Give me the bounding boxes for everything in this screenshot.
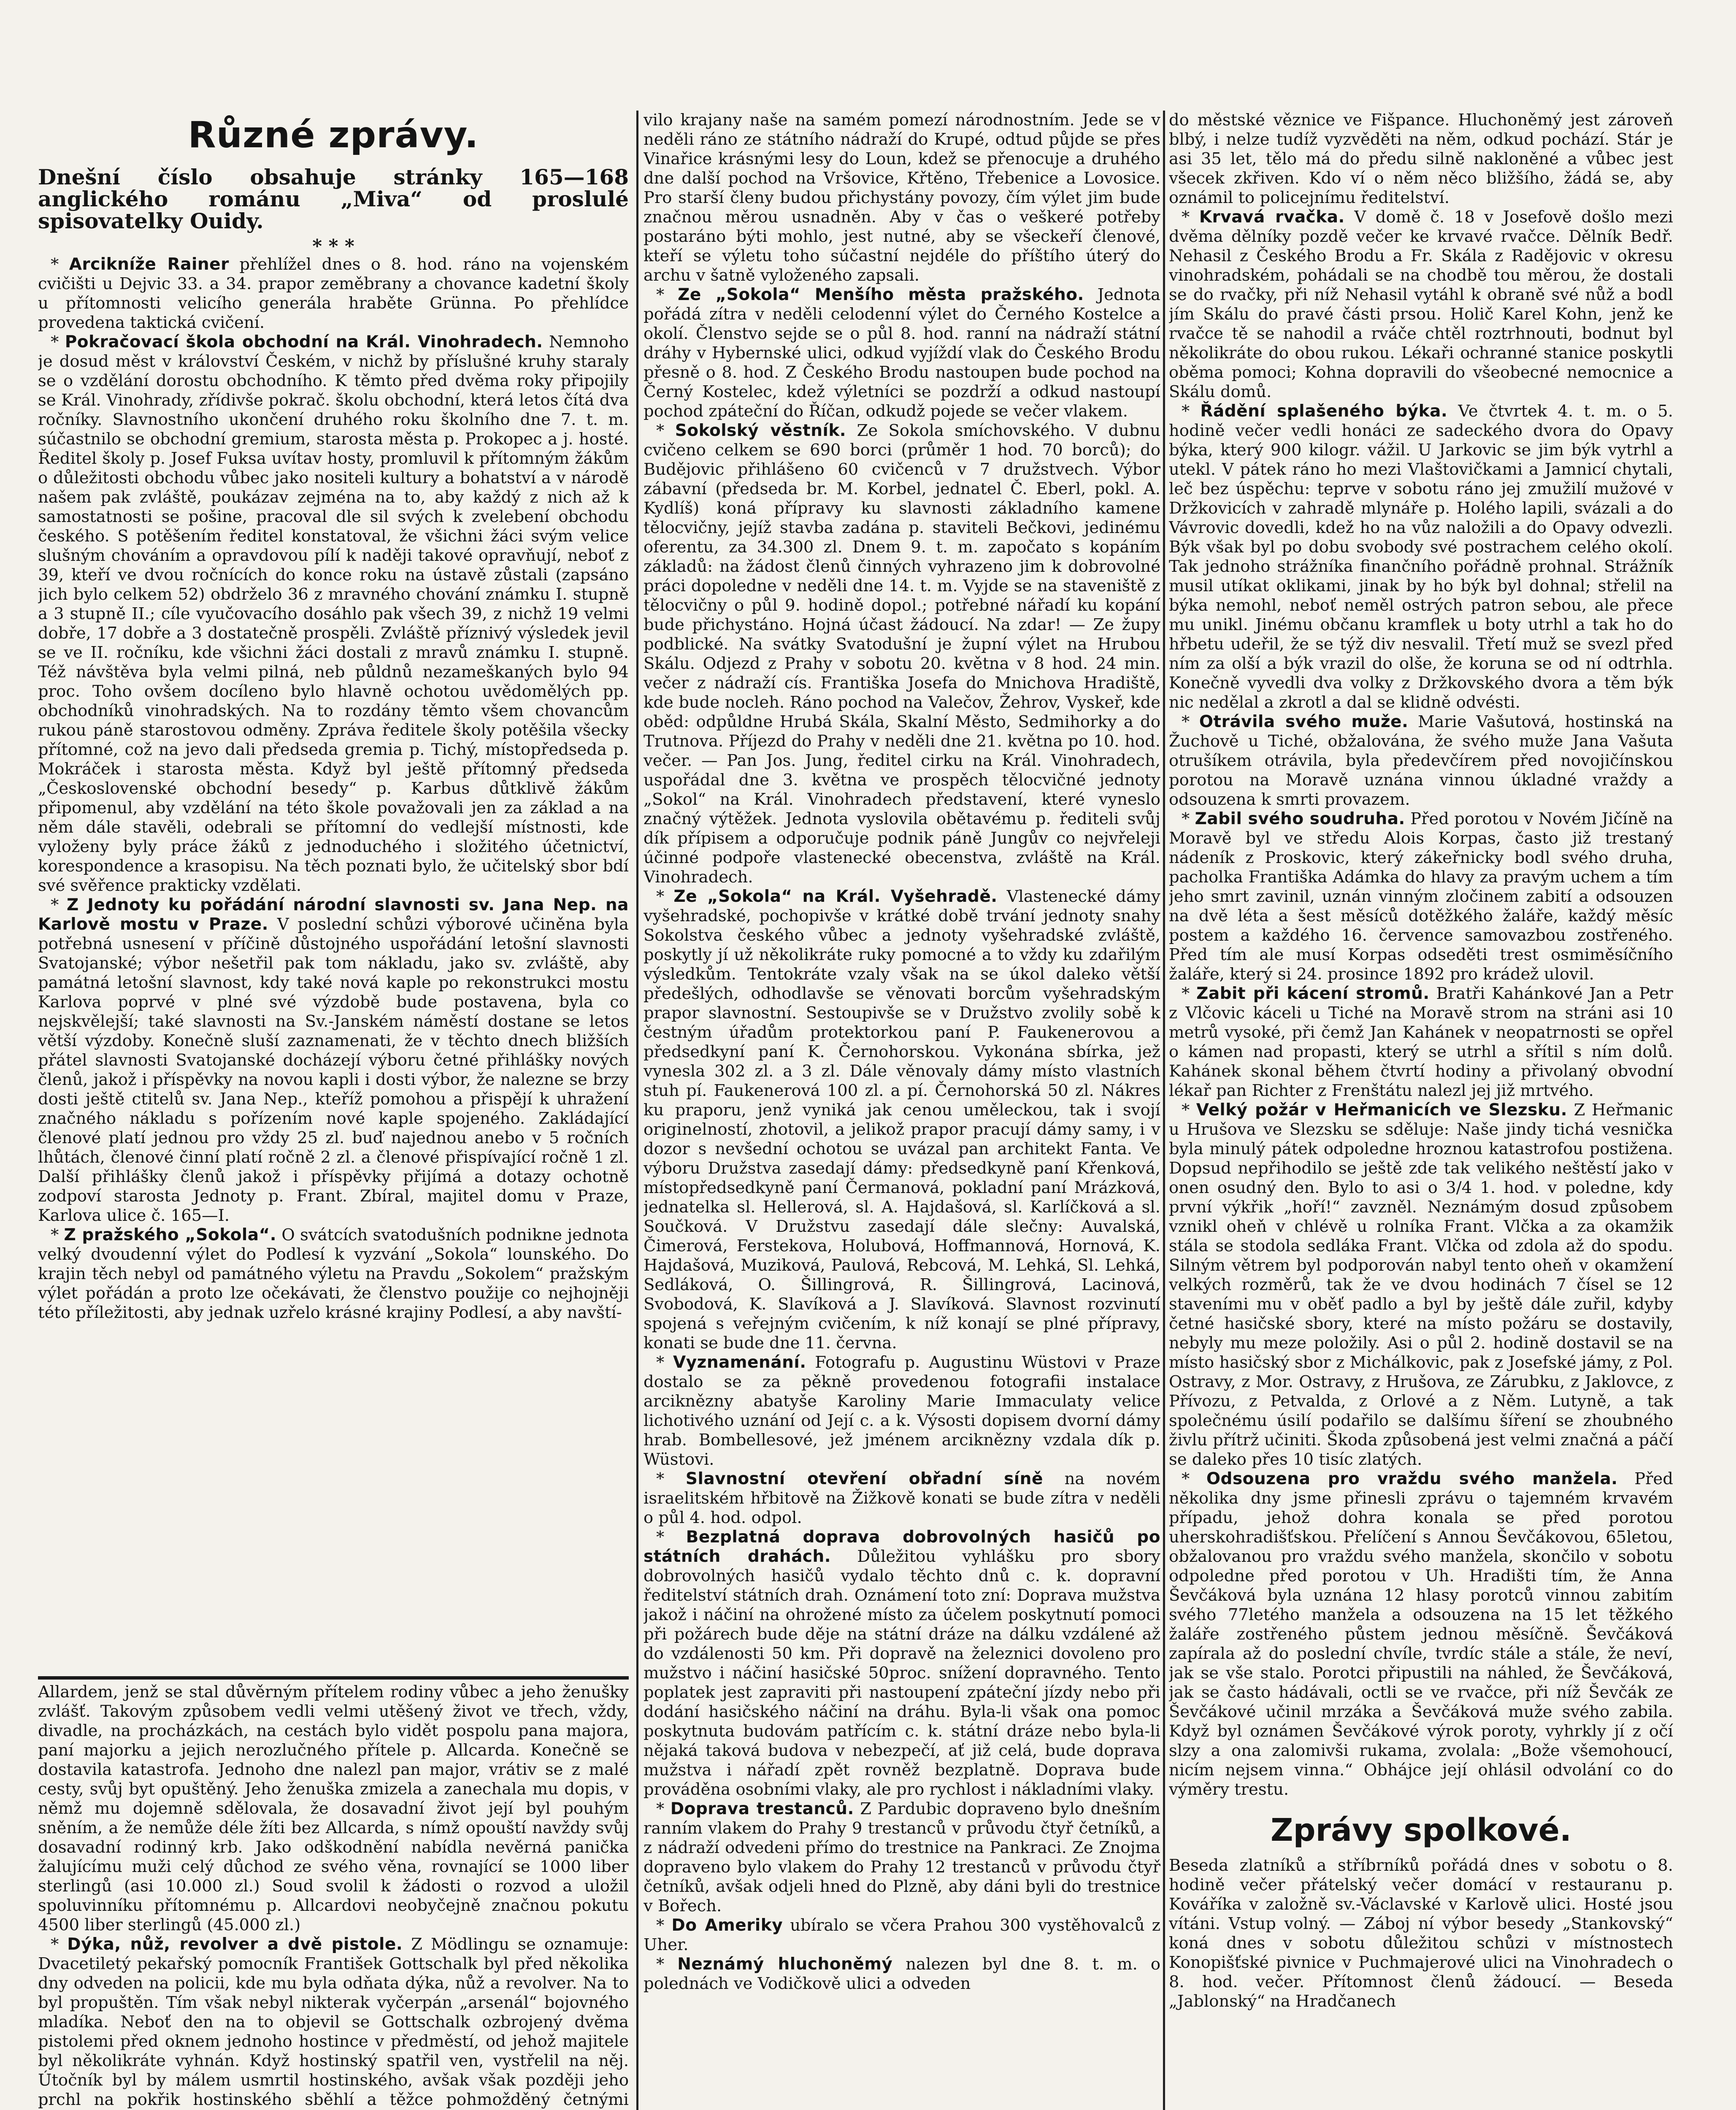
news-item: * Neznámý hluchoněmý nalezen byl dne 8. t. m. o polednách ve Vodičkově ulici a odveden bbox=[644, 1955, 1160, 1993]
news-item: * Ze „Sokola“ Menšího města pražského. Jednota pořádá zítra v neděli celodenní výlet do Černého Kostelce a okolí. Členstvo sejde se o půl 8. hod. ranní na nádraží státní dráhy v Hybernské ulici, odkud vyjíždí vlak do Českého Brodu přesně o 8. hod. Z Českého Brodu nastoupen bude pochod na Černý Kostelec, kdež výletníci se pozdrží a odkud nastoupí pochod zpáteční do Říčan, odkudž pojede se večer vlakem. bbox=[644, 285, 1160, 421]
section-title-associations: Zprávy spolkové. bbox=[1270, 1812, 1572, 1848]
news-item-body: Allardem, jenž se stal důvěrným přítelem rodiny vůbec a jeho ženušky zvlášť. Takovým způsobem vedli velmi utěšený život ve třech, vždy, divadle, na procházkách, na cestách bylo vidět pospolu pana majora, paní majorku a jejich nerozlučného přítele p. Allcarda. Konečně se dostavila katastrofa. Jednoho dne nalezl pan major, vrátiv se z malé cesty, svůj byt opuštěný. Jeho ženuška zmizela a zanechala mu dopis, v němž mu dojemně sdělovala, že dosavadní život její byl pouhým sněním, a že nemůže déle žíti bez Allcarda, s nímž opouští navždy svůj dosavadní rodinný krb. Jako odškodnění nabídla nevěrná panička žalujícímu muži celý důchod ze svého věna, rovnající se 1000 liber sterlingů (asi 10.000 zl.) Soud svolil k žádosti o rozvod a uložil spoluvinníku přítomnému p. Allcardovi neobyčejně značnou pokutu 4500 liber sterlingů (45.000 zl.) bbox=[38, 1683, 629, 1934]
news-list bbox=[1169, 111, 1673, 1799]
association-news-list bbox=[1169, 1856, 1673, 2011]
column-divider bbox=[1163, 111, 1165, 2110]
news-item-title: Vyznamenání. bbox=[673, 1353, 806, 1372]
news-item-title: Z Jednoty ku pořádání národní slavnosti sv. Jana Nep. na Karlově mostu v Praze. bbox=[38, 895, 629, 934]
column-1 bbox=[38, 111, 629, 2110]
news-item-title: Velký požár v Heřmanicích ve Slezsku. bbox=[1196, 1101, 1568, 1120]
news-item: * Ze „Sokola“ na Král. Vyšehradě. Vlastenecké dámy vyšehradské, pochopivše v krátké době trvání jednoty snahy Sokolstva českého vůbec a jednoty vyšehradské zvláště, poskytly jí už několikráte ruky pomocné a to vždy ku zdařilým výsledkům. Tentokráte vzaly však na se úkol daleko větší předešlých, odhodlavše se věnovati borcům vyšehradským prapor slavnostní. Sestoupivše se v Družstvo zvolily sobě k čestným úřadům protektorkou paní P. Faukenerovou a předsedkyní paní K. Černohorskou. Vykonána sbírka, jež vynesla 302 zl. a 3 zl. Dále věnovaly dámy místo vlastních stuh pí. Faukenerová 100 zl. a pí. Černohorská 50 zl. Nákres ku praporu, jenž vyniká jak cenou uměleckou, tak i svojí originelností, zhotovil, a jelikož prapor pracují dámy samy, i v dozor s nevšední ochotou se uvázal pan architekt Fanta. Ve výboru Družstva zasedají dámy: předsedkyně paní Křenková, místopředsedkyně paní Čermanová, pokladní paní Mrázková, jednatelka sl. Hellerová, sl. A. Hajdašová, sl. Karlíčková a sl. Součková. V Družstvu zasedají dále slečny: Auvalská, Čimerová, Ferstekova, Holubová, Hoffmannová, Hornová, K. Hajdašová, Muziková, Paulová, Rebcová, M. Lehká, Sl. Lehká, Sedláková, O. Šillingrová, R. Šillingrová, Lacinová, Svobodová, K. Slavíková a J. Slavíková. Slavnost rozvinutí spojená s veřejným cvičením, k níž konají se plné přípravy, konati se bude dne 11. června. bbox=[644, 887, 1160, 1353]
news-item-title: Pokračovací škola obchodní na Král. Vinohradech. bbox=[65, 333, 543, 352]
news-item-body: Jednota pořádá zítra v neděli celodenní výlet do Černého Kostelce a okolí. Členstvo sejde se o půl 8. hod. ranní na nádraží státní dráhy v Hybernské ulici, odkud vyjíždí vlak do Českého Brodu přesně o 8. hod. Z Českého Brodu nastoupen bude pochod na Černý Kostelec, kdež výletníci se pozdrží a odkud nastoupí pochod zpáteční do Říčan, odkudž pojede se večer vlakem. bbox=[644, 285, 1160, 421]
news-item: * Z Jednoty ku pořádání národní slavnosti sv. Jana Nep. na Karlově mostu v Praze. V poslední schůzi výborové učiněna byla potřebná usnesení v příčině důstojného uspořádání letošní slavnosti Svatojanské; výbor nešetřil pak tom nákladu, jako sv. zvláště, aby památná letošní slavnost, kdy také nová kaple po rekonstrukci mostu Karlova poprvé v plné své výzdobě bude postavena, byla co nejskvělejší; také slavnosti na Sv.-Janském náměstí dostane se letos větší výzdoby. Konečně sluší zaznamenati, že v těchto dnech bližších přátel slavnosti Svatojanské docházejí výboru četné přihlášky nových členů, jakož i příspěvky na novou kapli i dosti výbor, že nalezne se brzy dosti ještě ctitelů sv. Jana Nep., kteříž pomohou a přispějí k uhražení značného nákladu s pořízením nové kaple spojeného. Zakládající členové platí jednou pro vždy 25 zl. buď najednou anebo v 5 ročních lhůtách, členové činní platí ročně 2 zl. a členové přispívající ročně 1 zl. Další přihlášky členů jakož i příspěvky přijímá a dotazy ochotně zodpoví starosta Jednoty p. Frant. Zbíral, majitel domu v Praze, Karlova ulice č. 165—I. bbox=[38, 895, 629, 1225]
column-3 bbox=[1169, 111, 1673, 2110]
news-item-title: Do Ameriky bbox=[671, 1916, 783, 1935]
news-item bbox=[1169, 1856, 1673, 2011]
news-list bbox=[38, 255, 629, 1323]
news-item-title: Bezplatná doprava dobrovolných hasičů po státních drahách. bbox=[644, 1528, 1160, 1566]
news-item-body: Před porotou v Novém Jičíně na Moravě byl ve středu Alois Korpas, často již trestaný nádeník z Proskovic, který zákeřnicky bodl svého druha, pacholka Františka Adámka do hlavy za pravým uchem a tím jeho smrt zavinil, uznán vinným zločinem zabití a odsouzen na dvě léta a šest měsíců dotěžkého žaláře, každý měsíc postem a každého 16. července samovazbou zostřeného. Před tím ale musí Korpas odseděti trest osmiměsíčního žaláře, který si 24. prosince 1892 pro krádež ulovil. bbox=[1169, 809, 1673, 984]
news-item-title: Neznámý hluchoněmý bbox=[677, 1955, 893, 1974]
news-item-body: ubíralo se včera Prahou 300 vystěhovalců z Uher. bbox=[644, 1916, 1160, 1954]
news-item-body: Beseda zlatníků a stříbrníků pořádá dnes v sobotu o 8. hodině večer přátelský večer domácí v restauranu p. Kováříka v založně sv.-Václavské v Karlově ulici. Hosté jsou vítáni. Vstup volný. — Záboj ní výbor besedy „Stankovský“ koná dnes v sobotu důležitou schůzi v místnostech Konopišťské pivnice v Puchmajerové ulici na Vinohradech o 8. hod. večer. Přítomnost členů žádoucí. — Beseda „Jablonský“ na Hradčanech bbox=[1169, 1856, 1673, 2011]
news-item-title: Z pražského „Sokola“. bbox=[64, 1225, 277, 1244]
news-item: * Slavnostní otevření obřadní síně na novém israelitském hřbitově na Žižkově konati se bude zítra v neděli o půl 4. hod. odpol. bbox=[644, 1469, 1160, 1527]
news-item: * Vyznamenání. Fotografu p. Augustinu Wüstovi v Praze dostalo se za pěkně provedenou fotografii instalace arciknězny abatyše Karoliny Marie Immaculaty velice lichotivého uznání od Její c. a k. Výsosti dopisem dvorní dámy hrab. Bombellesové, jež jménem arciknězny vzdala dík p. Wüstovi. bbox=[644, 1353, 1160, 1469]
news-item: * Sokolský věstník. Ze Sokola smíchovského. V dubnu cvičeno celkem se 690 borci (průměr 1 hod. 70 borců); do Budějovic přihlášeno 60 cvičenců v 7 družstvech. Výbor zábavní (předseda br. M. Korbel, jednatel Č. Eberl, pokl. A. Kydlíš) koná přípravy ku slavnosti základního kamene tělocvičny, jejíž stavba zadána p. staviteli Bečkovi, jedinému oferentu, za 34.300 zl. Dnem 9. t. m. započato s kopáním základů: na žádost členů činných vyhrazeno jim k dobrovolné práci dopoledne v neděli dne 14. t. m. Vyjde se na staveniště z tělocvičny o půl 9. hodině dopol.; potřebné nářadí ku kopání bude přichystáno. Hojná účast žádoucí. Na zdar! — Ze župy podblické. Na svátky Svatodušní je župní výlet na Hrubou Skálu. Odjezd z Prahy v sobotu 20. května v 8 hod. 24 min. večer z nádraží cís. Františka Josefa do Mnichova Hradiště, kde bude nocleh. Ráno pochod na Valečov, Žehrov, Vyskeř, kde oběd: odpůldne Hrubá Skála, Skalní Město, Sedmihorky a do Trutnova. Příjezd do Prahy v neděli dne 21. května po 10. hod. večer. — Pan Jos. Jung, ředitel cirku na Král. Vinohradech, uspořádal dne 3. května ve prospěch tělocvičné jednoty „Sokol“ na Král. Vinohradech představení, které vyneslo značný výtěžek. Jednota vyslovila obětavému p. řediteli svůj dík přípisem a odporučuje podnik páně Jungův co nejvřeleji účinné podpoře vlastenecké obecenstva, zvláště na Král. Vinohradech. bbox=[644, 421, 1160, 887]
news-item: * Odsouzena pro vraždu svého manžela. Před několika dny jsme přinesli zprávu o tajemném krvavém případu, jehož dohra konala se před porotou uherskohradišťskou. Přelíčení s Annou Ševčákovou, 65letou, obžalovanou pro vraždu svého manžela, skončilo v sobotu odpoledne před porotou v Uh. Hradišti tím, že Anna Ševčáková byla uznána 12 hlasy porotců vinnou zabitím svého 77letého manžela a odsouzena na 15 let těžkého žaláře zostřeného půstem jednou měsíčně. Ševčáková zapírala až do poslední chvíle, tvrdíc stále a stále, že neví, jak se vše stalo. Porotci připustili na náhled, že Ševčáková, jak se často hádávali, octli se ve rvačce, při níž Ševčák ze Ševčákové učinil mrzáka a Ševčáková muže svého zabila. Když byl oznámen Ševčákové výrok poroty, vyhrkly jí z očí slzy a ona zalomivši rukama, zvolala: „Bože všemohoucí, nicím nejsem vinna.“ Obhájce její ohlásil odvolání co do výměry trestu. bbox=[1169, 1469, 1673, 1799]
news-item-body: Bratři Kahánkové Jan a Petr z Vlčovic káceli u Tiché na Moravě strom na stráni asi 10 metrů vysoké, při čemž Jan Kahánek v neopatrnosti se opřel o kámen nad propasti, který se utrhl a sřítil s ním dolů. Kahánek skonal během čtvrtí hodiny a přivolaný obvodní lékař pan Richter z Frenštátu nalezl jej již mrtvého. bbox=[1169, 984, 1673, 1100]
news-item-body: Marie Vašutová, hostinská na Žuchově u Tiché, obžalována, že svého muže Jana Vašuta otrušíkem otrávila, byla předevčírem před novojičínskou porotou na Moravě uznána vinnou úkladné vraždy a odsouzena k smrti provazem. bbox=[1169, 712, 1673, 809]
news-item-title: Arcikníže Rainer bbox=[69, 255, 229, 274]
section-separator bbox=[38, 1676, 629, 1680]
news-item: * Zabit při kácení stromů. Bratři Kahánkové Jan a Petr z Vlčovic káceli u Tiché na Moravě strom na stráni asi 10 metrů vysoké, při čemž Jan Kahánek v neopatrnosti se opřel o kámen nad propasti, který se utrhl a sřítil s ním dolů. Kahánek skonal během čtvrtí hodiny a přivolaný obvodní lékař pan Richter z Frenštátu nalezl jej již mrtvého. bbox=[1169, 984, 1673, 1100]
column-divider bbox=[636, 111, 638, 2110]
news-item-title: Ze „Sokola“ na Král. Vyšehradě. bbox=[673, 887, 998, 906]
news-item: * Zabil svého soudruha. Před porotou v Novém Jičíně na Moravě byl ve středu Alois Korpas, často již trestaný nádeník z Proskovic, který zákeřnicky bodl svého druha, pacholka Františka Adámka do hlavy za pravým uchem a tím jeho smrt zavinil, uznán vinným zločinem zabití a odsouzen na dvě léta a šest měsíců dotěžkého žaláře, každý měsíc postem a každého 16. července samovazbou zostřeného. Před tím ale musí Korpas odseděti trest osmiměsíčního žaláře, který si 24. prosince 1892 pro krádež ulovil. bbox=[1169, 809, 1673, 984]
news-item-title: Zabit při kácení stromů. bbox=[1196, 984, 1430, 1003]
news-item-body: Vlastenecké dámy vyšehradské, pochopivše v krátké době trvání jednoty snahy Sokolstva českého vůbec a jednoty vyšehradské zvláště, poskytly jí už několikráte ruky pomocné a to vždy ku zdařilým výsledkům. Tentokráte vzaly však na se úkol daleko větší předešlých, odhodlavše se věnovati borcům vyšehradským prapor slavnostní. Sestoupivše se v Družstvo zvolily sobě k čestným úřadům protektorkou paní P. Faukenerovou a předsedkyní paní K. Černohorskou. Vykonána sbírka, jež vynesla 302 zl. a 3 zl. Dále věnovaly dámy místo vlastních stuh pí. Faukenerová 100 zl. a pí. Černohorská 50 zl. Nákres ku praporu, jenž vyniká jak cenou uměleckou, tak i svojí originelností, zhotovil, a jelikož prapor pracují dámy samy, i v dozor s nevšední ochotou se uvázal pan architekt Fanta. Ve výboru Družstva zasedají dámy: předsedkyně paní Křenková, místopředsedkyně paní Čermanová, pokladní paní Mrázková, jednatelka sl. Hellerová, sl. A. Hajdašová, sl. Karlíčková a sl. Součková. V Družstvu zasedají dále slečny: Auvalská, Čimerová, Ferstekova, Holubová, Hoffmannová, Hornová, K. Hajdašová, Muziková, Paulová, Rebcová, M. Lehká, Sl. Lehká, Sedláková, O. Šillingrová, R. Šillingrová, Lacinová, Svobodová, K. Slavíková a J. Slavíková. Slavnost rozvinutí spojená s veřejným cvičením, k níž konají se plné přípravy, konati se bude dne 11. června. bbox=[644, 887, 1160, 1353]
news-item-body: do městské věznice ve Fišpance. Hluchoněmý jest zároveň blbý, i nelze tudíž vyzvěděti na něm, odkud pochází. Stár je asi 35 let, tělo má do předu silně nakloněné a vůbec jest všecek zkřiven. Kdo ví o něm něco bližšího, žádá se, aby oznámil to policejnímu ředitelství. bbox=[1169, 111, 1673, 207]
news-item-body: Z Pardubic dopraveno bylo dnešním ranním vlakem do Prahy 9 trestanců v průvodu čtyř četníků, a z nádraží odvedeni přímo do trestnice na Pankraci. Ze Znojma dopraveno bylo vlakem do Prahy 12 trestanců v průvodu čtyř četníků, avšak odjeli hned do Plzně, aby dáni byli do trestnice v Bořech. bbox=[644, 1799, 1160, 1915]
column-2 bbox=[644, 111, 1160, 2110]
news-item: * Řádění splašeného býka. Ve čtvrtek 4. t. m. o 5. hodině večer vedli honáci ze sadeckého dvora do Opavy býka, který 900 kilogr. vážil. U Jarkovic se jim býk vytrhl a utekl. V pátek ráno ho mezi Vlaštovičkami a Jamnicí chytali, leč bez úspěchu: teprve v sobotu ráno jej zmužilí mužové v Držkovicích v zahradě mlynáře p. Holého lapili, svázali a do Vávrovic dovedli, kdež ho na vůz naložili a do Opavy odvezli. Býk však byl po dobu svobody své postrachem celého okolí. Tak jednoho strážníka finančního pořádně prohnal. Strážník musil utíkat oklikami, jinak by ho býk byl dohnal; střelil na býka nemohl, neboť neměl ostrých patron sebou, ale přece mu unikl. Jinému občanu kramflek u boty utrhl a tak ho do hřbetu udeřil, že se týž div nesvalil. Třetí muž se svezl před ním za olší a býk vrazil do olše, že koruna se od ní odtrhla. Konečně vyvedli dva volky z Držkovského dvora a těm býk nic nedělal a zkrotl a dal se klidně odvésti. bbox=[1169, 402, 1673, 712]
news-item-title: Odsouzena pro vraždu svého manžela. bbox=[1206, 1469, 1618, 1488]
news-item-title: Doprava trestanců. bbox=[670, 1799, 854, 1818]
news-item-body: Před několika dny jsme přinesli zprávu o tajemném krvavém případu, jehož dohra konala se před porotou uherskohradišťskou. Přelíčení s Annou Ševčákovou, 65letou, obžalovanou pro vraždu svého manžela, skončilo v sobotu odpoledne před porotou v Uh. Hradišti tím, že Anna Ševčáková byla uznána 12 hlasy porotců vinnou zabitím svého 77letého manžela a odsouzena na 15 let těžkého žaláře zostřeného půstem jednou měsíčně. Ševčáková zapírala až do poslední chvíle, tvrdíc stále a stále, že neví, jak se vše stalo. Porotci připustili na náhled, že Ševčáková, jak se často hádávali, octli se ve rvačce, při níž Ševčák ze Ševčákové učinil mrzáka a Ševčáková muže svého zabila. Když byl oznámen Ševčákové výrok poroty, vyhrkly jí z očí slzy a ona zalomivši rukama, zvolala: „Bože všemohoucí, nicím nejsem vinna.“ Obhájce její ohlásil odvolání co do výměry trestu. bbox=[1169, 1469, 1673, 1799]
news-item-title: Sokolský věstník. bbox=[675, 421, 846, 440]
news-item-title: Zabil svého soudruha. bbox=[1195, 809, 1405, 828]
news-item bbox=[38, 1683, 629, 1935]
news-item: * Doprava trestanců. Z Pardubic dopraveno bylo dnešním ranním vlakem do Prahy 9 trestanců v průvodu čtyř četníků, a z nádraží odvedeni přímo do trestnice na Pankraci. Ze Znojma dopraveno bylo vlakem do Prahy 12 trestanců v průvodu čtyř četníků, avšak odjeli hned do Plzně, aby dáni byli do trestnice v Bořech. bbox=[644, 1799, 1160, 1915]
news-item-body: Fotografu p. Augustinu Wüstovi v Praze dostalo se za pěkně provedenou fotografii instalace arciknězny abatyše Karoliny Marie Immaculaty velice lichotivého uznání od Její c. a k. Výsosti dopisem dvorní dámy hrab. Bombellesové, jež jménem arciknězny vzdala dík p. Wüstovi. bbox=[644, 1353, 1160, 1469]
news-item-body: V poslední schůzi výborové učiněna byla potřebná usnesení v příčině důstojného uspořádání letošní slavnosti Svatojanské; výbor nešetřil pak tom nákladu, jako sv. zvláště, aby památná letošní slavnost, kdy také nová kaple po rekonstrukci mostu Karlova poprvé v plné své výzdobě bude postavena, byla co nejskvělejší; také slavnosti na Sv.-Janském náměstí dostane se letos větší výzdoby. Konečně sluší zaznamenati, že v těchto dnech bližších přátel slavnosti Svatojanské docházejí výboru četné přihlášky nových členů, jakož i příspěvky na novou kapli i dosti výbor, že nalezne se brzy dosti ještě ctitelů sv. Jana Nep., kteříž pomohou a přispějí k uhražení značného nákladu s pořízením nové kaple spojeného. Zakládající členové platí jednou pro vždy 25 zl. buď najednou anebo v 5 ročních lhůtách, členové činní platí ročně 2 zl. a členové přispívající ročně 1 zl. Další přihlášky členů jakož i příspěvky přijímá a dotazy ochotně zodpoví starosta Jednoty p. Frant. Zbíral, majitel domu v Praze, Karlova ulice č. 165—I. bbox=[38, 915, 629, 1225]
news-item: * Velký požár v Heřmanicích ve Slezsku. Z Heřmanic u Hrušova ve Slezsku se sděluje: Naše jindy tichá vesnička byla minulý pátek odpoledne hroznou katastrofou postižena. Dopsud nepřihodilo se ještě zde tak velikého neštěstí jako v onen osudný den. Bylo to asi o 3/4 1. hod. v poledne, kdy první výkřik „hoří!“ zavzněl. Neznámým dosud způsobem vznikl oheň v chlévě u rolníka Frant. Vlčka a za okamžik stála se stodola sedláka Frant. Vlčka od zdola až do spodu. Silným větrem byl podporován nabyl tento oheň v okamžení velkých rozměrů, tak že ve dvou hodinách 7 čísel se 12 staveními mu v oběť padlo a byl by ještě dále zuřil, kdyby četné hasičské sbory, které na místo požáru se dostavily, nebyly mu meze položily. Asi o půl 2. hodině dostavil se na místo hasičský sbor z Michálkovic, pak z Josefské jámy, z Pol. Ostravy, z Mor. Ostravy, z Hrušova, ze Zárubku, z Jaklovce, z Přívozu, z Petvalda, z Orlové a z Něm. Lutyně, a tak společnému úsilí podařilo se dalšímu šíření se zhoubného živlu přítrž učiniti. Škoda způsobená jest velmi značná a páčí se daleko přes 10 tisíc zlatých. bbox=[1169, 1101, 1673, 1469]
news-item-body: Z Mödlingu se oznamuje: Dvacetiletý pekařský pomocník František Gottschalk byl před několika dny odveden na policii, kde mu byla odňata dýka, nůž a revolver. Na to byl propuštěn. Tím však nebyl nikterak vyčerpán „arsenál“ bojovného mladíka. Neboť den na to objevil se Gottschalk ozbrojený dvěma pistolemi před oknem jednoho hostince v předměstí, od jehož majitele byl několikráte vyhnán. Když hostinský spatřil ven, vystřelil na něj. Útočník byl by málem usmrtil hostinského, avšak však později jeho prchl na pokřik hostinského sběhlí a těžce pohmožděný četnými bbox=[38, 1935, 629, 2109]
lead-notice: Dnešní číslo obsahuje stránky 165—168 anglického románu „Miva“ od proslulé spisovatelky Ouidy. bbox=[38, 165, 629, 233]
news-item-body: Z Heřmanic u Hrušova ve Slezsku se sděluje: Naše jindy tichá vesnička byla minulý pátek odpoledne hroznou katastrofou postižena. Dopsud nepřihodilo se ještě zde tak velikého neštěstí jako v onen osudný den. Bylo to asi o 3/4 1. hod. v poledne, kdy první výkřik „hoří!“ zavzněl. Neznámým dosud způsobem vznikl oheň v chlévě u rolníka Frant. Vlčka a za okamžik stála se stodola sedláka Frant. Vlčka od zdola až do spodu. Silným větrem byl podporován nabyl tento oheň v okamžení velkých rozměrů, tak že ve dvou hodinách 7 čísel se 12 staveními mu v oběť padlo a byl by ještě dále zuřil, kdyby četné hasičské sbory, které na místo požáru se dostavily, nebyly mu meze položily. Asi o půl 2. hodině dostavil se na místo hasičský sbor z Michálkovic, pak z Josefské jámy, z Pol. Ostravy, z Mor. Ostravy, z Hrušova, ze Zárubku, z Jaklovce, z Přívozu, z Petvalda, z Orlové a z Něm. Lutyně, a tak společnému úsilí podařilo se dalšímu šíření se zhoubného živlu přítrž učiniti. Škoda způsobená jest velmi značná a páčí se daleko přes 10 tisíc zlatých. bbox=[1169, 1101, 1673, 1469]
news-list bbox=[644, 111, 1160, 1994]
news-item-body: nalezen byl dne 8. t. m. o polednách ve Vodičkově ulici a odveden bbox=[644, 1955, 1160, 1993]
news-item-title: Slavnostní otevření obřadní síně bbox=[685, 1469, 1043, 1488]
news-item: * Krvavá rvačka. V domě č. 18 v Josefově došlo mezi dvěma dělníky pozdě večer ke krvavé rvačce. Dělník Bedř. Nehasil z Českého Brodu a Fr. Skála z Radějovic v okresu vinohradském, pohádali se na chodbě tou měrou, že dostali se do rvačky, při níž Nehasil vytáhl k obraně své nůž a bodl jím Skálu do pravé části prsou. Holič Karel Kohn, jenž ke rvačce tě se nahodil a rváče chtěl roztrhnouti, bodnut byl několikráte do obou rukou. Lékaři ochranné stanice poskytli oběma pomoci; Kohna dopravili do všeobecné nemocnice a Skálu domů. bbox=[1169, 208, 1673, 401]
news-item-body: Ve čtvrtek 4. t. m. o 5. hodině večer vedli honáci ze sadeckého dvora do Opavy býka, který 900 kilogr. vážil. U Jarkovic se jim býk vytrhl a utekl. V pátek ráno ho mezi Vlaštovičkami a Jamnicí chytali, leč bez úspěchu: teprve v sobotu ráno jej zmužilí mužové v Držkovicích v zahradě mlynáře p. Holého lapili, svázali a do Vávrovic dovedli, kdež ho na vůz naložili a do Opavy odvezli. Býk však byl po dobu svobody své postrachem celého okolí. Tak jednoho strážníka finančního pořádně prohnal. Strážník musil utíkat oklikami, jinak by ho býk byl dohnal; střelil na býka nemohl, neboť neměl ostrých patron sebou, ale přece mu unikl. Jinému občanu kramflek u boty utrhl a tak ho do hřbetu udeřil, že se týž div nesvalil. Třetí muž se svezl před ním za olší a býk vrazil do olše, že koruna se od ní odtrhla. Konečně vyvedli dva volky z Držkovského dvora a těm býk nic nedělal a zkrotl a dal se klidně odvésti. bbox=[1169, 402, 1673, 712]
news-item-body: Důležitou vyhlášku pro sbory dobrovolných hasičů vydalo těchto dnů c. k. dopravní ředitelství státních drah. Oznámení toto zní: Doprava mužstva jakož i náčiní na ohrožené místo za účelem poskytnutí pomoci při požárech bude děje na státní dráze na dálku vzdálené až do vzdálenosti 50 km. Při dopravě na železnici dovoleno pro mužstvo i náčiní hasičské 50proc. snížení dopravného. Tento poplatek jest zapraviti při nastoupení zpáteční jízdy nebo při dodání hasičského náčiní na dráhu. Byla-li však ona pomoc poskytnuta budovám patřícím c. k. státní dráze nebo byla-li nějaká taková budova v nebezpečí, ať již celá, bude doprava mužstva i nářadí zpět rovněž bezplatně. Doprava bude prováděna osobními vlaky, ale pro rychlost i nákladními vlaky. bbox=[644, 1547, 1160, 1799]
section-title: Různé zprávy. bbox=[188, 114, 479, 156]
news-item bbox=[1169, 111, 1673, 208]
news-item: * Do Ameriky ubíralo se včera Prahou 300 vystěhovalců z Uher. bbox=[644, 1916, 1160, 1954]
news-list-lower bbox=[38, 1683, 629, 2110]
news-item: * Pokračovací škola obchodní na Král. Vinohradech. Nemnoho je dosud měst v království Českém, v nichž by příslušné kruhy staraly se o vzdělání dorostu obchodního. K těmto před dvěma roky připojily se Král. Vinohrady, zřídivše pokrač. školu obchodní, která letos čítá dva ročníky. Slavnostního ukončení druhého roku školního dne 7. t. m. súčastnilo se obchodní gremium, starosta města p. Prokopec a j. hosté. Ředitel školy p. Josef Fuksa uvítav hosty, promluvil k přítomným žákům o důležitosti obchodu vůbec jako nositeli kultury a bohatství a v národě našem pak zvláště, poukázav zejména na to, aby každý z nich až k samostatnosti se pošine, pracoval dle sil svých k zvelebení obchodu českého. S potěšením ředitel konstatoval, že všichni žáci svým velice slušným chováním a opravdovou pílí k naději takové opravňují, neboť z 39, kteří ve dvou ročnících do konce roku na ústavě zůstali (zapsáno jich bylo celkem 52) obdrželo 36 z mravného chování známku I. stupně a 3 stupně II.; cíle vyučovacího dosáhlo pak všech 39, z nichž 19 velmi dobře, 17 dobře a 3 dostatečně prospěli. Zvláště příznivý výsledek jevil se ve II. ročníku, kde všichni žáci dostali z mravů známku I. stupně. Též návštěva byla velmi pilná, neb půldnů nezameškaných bylo 94 proc. Toho ovšem docíleno bylo hlavně ochotou uvědomělých pp. obchodníků vinohradských. Na to rozdány těmto všem chovancům rukou páně starostovou odměny. Zpráva ředitele školy potěšila všecky přítomné, což na jevo dali předseda gremia p. Tichý, místopředseda p. Mokráček i starosta města. Když byl ještě přítomný předseda „Československé obchodní besedy“ p. Karbus důtklivě žákům připomenul, aby vzdělání na této škole považovali jen za základ a na něm dále stavěli, odebrali se přítomní do vedlejší místnosti, kde vyloženy byly práce žáků z jednoduchého i složitého účetnictví, korespondence a krasopisu. Na těch poznati bylo, že učitelský sbor bdí své svěřence prakticky vzdělati. bbox=[38, 333, 629, 895]
news-item-body: Ze Sokola smíchovského. V dubnu cvičeno celkem se 690 borci (průměr 1 hod. 70 borců); do Budějovic přihlášeno 60 cvičenců v 7 družstvech. Výbor zábavní (předseda br. M. Korbel, jednatel Č. Eberl, pokl. A. Kydlíš) koná přípravy ku slavnosti základního kamene tělocvičny, jejíž stavba zadána p. staviteli Bečkovi, jedinému oferentu, za 34.300 zl. Dnem 9. t. m. započato s kopáním základů: na žádost členů činných vyhrazeno jim k dobrovolné práci dopoledne v neděli dne 14. t. m. Vyjde se na staveniště z tělocvičny o půl 9. hodině dopol.; potřebné nářadí ku kopání bude přichystáno. Hojná účast žádoucí. Na zdar! — Ze župy podblické. Na svátky Svatodušní je župní výlet na Hrubou Skálu. Odjezd z Prahy v sobotu 20. května v 8 hod. 24 min. večer z nádraží cís. Františka Josefa do Mnichova Hradiště, kde bude nocleh. Ráno pochod na Valečov, Žehrov, Vyskeř, kde oběd: odpůldne Hrubá Skála, Skalní Město, Sedmihorky a do Trutnova. Příjezd do Prahy v neděli dne 21. května po 10. hod. večer. — Pan Jos. Jung, ředitel cirku na Král. Vinohradech, uspořádal dne 3. května ve prospěch tělocvičné jednoty „Sokol“ na Král. Vinohradech představení, které vyneslo značný výtěžek. Jednota vyslovila obětavému p. řediteli svůj dík přípisem a odporučuje podnik páně Jungův co nejvřeleji účinné podpoře vlastenecké obecenstva, zvláště na Král. Vinohradech. bbox=[644, 421, 1160, 887]
news-item-body: přehlížel dnes o 8. hod. ráno na vojenském cvičišti u Dejvic 33. a 34. prapor zeměbrany a chovance kadetní školy u přítomnosti velicího generála hraběte Grünna. Po přehlídce provedena taktická cvičení. bbox=[38, 255, 629, 332]
news-item-body: Nemnoho je dosud měst v království Českém, v nichž by příslušné kruhy staraly se o vzdělání dorostu obchodního. K těmto před dvěma roky připojily se Král. Vinohrady, zřídivše pokrač. školu obchodní, která letos čítá dva ročníky. Slavnostního ukončení druhého roku školního dne 7. t. m. súčastnilo se obchodní gremium, starosta města p. Prokopec a j. hosté. Ředitel školy p. Josef Fuksa uvítav hosty, promluvil k přítomným žákům o důležitosti obchodu vůbec jako nositeli kultury a bohatství a v národě našem pak zvláště, poukázav zejména na to, aby každý z nich až k samostatnosti se pošine, pracoval dle sil svých k zvelebení obchodu českého. S potěšením ředitel konstatoval, že všichni žáci svým velice slušným chováním a opravdovou pílí k naději takové opravňují, neboť z 39, kteří ve dvou ročnících do konce roku na ústavě zůstali (zapsáno jich bylo celkem 52) obdrželo 36 z mravného chování známku I. stupně a 3 stupně II.; cíle vyučovacího dosáhlo pak všech 39, z nichž 19 velmi dobře, 17 dobře a 3 dostatečně prospěli. Zvláště příznivý výsledek jevil se ve II. ročníku, kde všichni žáci dostali z mravů známku I. stupně. Též návštěva byla velmi pilná, neb půldnů nezameškaných bylo 94 proc. Toho ovšem docíleno bylo hlavně ochotou uvědomělých pp. obchodníků vinohradských. Na to rozdány těmto všem chovancům rukou páně starostovou odměny. Zpráva ředitele školy potěšila všecky přítomné, což na jevo dali předseda gremia p. Tichý, místopředseda p. Mokráček i starosta města. Když byl ještě přítomný předseda „Československé obchodní besedy“ p. Karbus důtklivě žákům připomenul, aby vzdělání na této škole považovali jen za základ a na něm dále stavěli, odebrali se přítomní do vedlejší místnosti, kde vyloženy byly práce žáků z jednoduchého i složitého účetnictví, korespondence a krasopisu. Na těch poznati bylo, že učitelský sbor bdí své svěřence prakticky vzdělati. bbox=[38, 333, 629, 895]
news-item-body: V domě č. 18 v Josefově došlo mezi dvěma dělníky pozdě večer ke krvavé rvačce. Dělník Bedř. Nehasil z Českého Brodu a Fr. Skála z Radějovic v okresu vinohradském, pohádali se na chodbě tou měrou, že dostali se do rvačky, při níž Nehasil vytáhl k obraně své nůž a bodl jím Skálu do pravé části prsou. Holič Karel Kohn, jenž ke rvačce tě se nahodil a rváče chtěl roztrhnouti, bodnut byl několikráte do obou rukou. Lékaři ochranné stanice poskytli oběma pomoci; Kohna dopravili do všeobecné nemocnice a Skálu domů. bbox=[1169, 208, 1673, 401]
news-item-title: Otrávila svého muže. bbox=[1199, 712, 1409, 731]
news-item bbox=[644, 111, 1160, 285]
stars-divider: * * * bbox=[312, 235, 354, 257]
news-item-body: vilo krajany naše na samém pomezí národnostním. Jede se v neděli ráno ze státního nádraží do Krupé, odtud půjde se přes Vinařice krásnými lesy do Loun, kdež se přenocuje a druhého dne další pochod na Vršovice, Křtěno, Třebenice a Lovosice. Pro starší členy budou přichystány povozy, čím výlet jim bude značnou měrou usnadněn. Aby v čas o veškeré potřeby postaráno býti mohlo, jest nutné, aby se všeckeří členové, kteří se výletu toho súčastní nejdéle do příštího úterý do archu v šatně vyloženého zapsali. bbox=[644, 111, 1160, 285]
news-item-title: Řádění splašeného býka. bbox=[1200, 402, 1448, 421]
news-item-body: na novém israelitském hřbitově na Žižkově konati se bude zítra v neděli o půl 4. hod. odpol. bbox=[644, 1469, 1160, 1527]
news-item-title: Ze „Sokola“ Menšího města pražského. bbox=[678, 285, 1084, 304]
news-item-title: Krvavá rvačka. bbox=[1199, 208, 1345, 227]
news-item: * Arcikníže Rainer přehlížel dnes o 8. hod. ráno na vojenském cvičišti u Dejvic 33. a 34. prapor zeměbrany a chovance kadetní školy u přítomnosti velicího generála hraběte Grünna. Po přehlídce provedena taktická cvičení. bbox=[38, 255, 629, 332]
news-item: * Z pražského „Sokola“. O svátcích svatodušních podnikne jednota velký dvoudenní výlet do Podlesí k vyzvání „Sokola“ lounského. Do krajin těch nebyl od památného výletu na Pravdu „Sokolem“ pražským výlet pořádán a proto lze očekávati, že členstvo použije co nejhojněji této příležitosti, aby jednak uzřelo krásné krajiny Podlesí, a aby navští- bbox=[38, 1225, 629, 1322]
news-item: * Otrávila svého muže. Marie Vašutová, hostinská na Žuchově u Tiché, obžalována, že svého muže Jana Vašuta otrušíkem otrávila, byla předevčírem před novojičínskou porotou na Moravě uznána vinnou úkladné vraždy a odsouzena k smrti provazem. bbox=[1169, 712, 1673, 809]
news-item: * Bezplatná doprava dobrovolných hasičů po státních drahách. Důležitou vyhlášku pro sbory dobrovolných hasičů vydalo těchto dnů c. k. dopravní ředitelství státních drah. Oznámení toto zní: Doprava mužstva jakož i náčiní na ohrožené místo za účelem poskytnutí pomoci při požárech bude děje na státní dráze na dálku vzdálené až do vzdálenosti 50 km. Při dopravě na železnici dovoleno pro mužstvo i náčiní hasičské 50proc. snížení dopravného. Tento poplatek jest zapraviti při nastoupení zpáteční jízdy nebo při dodání hasičského náčiní na dráhu. Byla-li však ona pomoc poskytnuta budovám patřícím c. k. státní dráze nebo byla-li nějaká taková budova v nebezpečí, ať již celá, bude doprava mužstva i nářadí zpět rovněž bezplatně. Doprava bude prováděna osobními vlaky, ale pro rychlost i nákladními vlaky. bbox=[644, 1528, 1160, 1799]
news-item-title: Dýka, nůž, revolver a dvě pistole. bbox=[67, 1935, 403, 1954]
news-item-body: O svátcích svatodušních podnikne jednota velký dvoudenní výlet do Podlesí k vyzvání „Sokola“ lounského. Do krajin těch nebyl od památného výletu na Pravdu „Sokolem“ pražským výlet pořádán a proto lze očekávati, že členstvo použije co nejhojněji této příležitosti, aby jednak uzřelo krásné krajiny Podlesí, a aby navští- bbox=[38, 1225, 629, 1322]
news-item: * Dýka, nůž, revolver a dvě pistole. Z Mödlingu se oznamuje: Dvacetiletý pekařský pomocník František Gottschalk byl před několika dny odveden na policii, kde mu byla odňata dýka, nůž a revolver. Na to byl propuštěn. Tím však nebyl nikterak vyčerpán „arsenál“ bojovného mladíka. Neboť den na to objevil se Gottschalk ozbrojený dvěma pistolemi před oknem jednoho hostince v předměstí, od jehož majitele byl několikráte vyhnán. Když hostinský spatřil ven, vystřelil na něj. Útočník byl by málem usmrtil hostinského, avšak však později jeho prchl na pokřik hostinského sběhlí a těžce pohmožděný četnými bbox=[38, 1935, 629, 2110]
